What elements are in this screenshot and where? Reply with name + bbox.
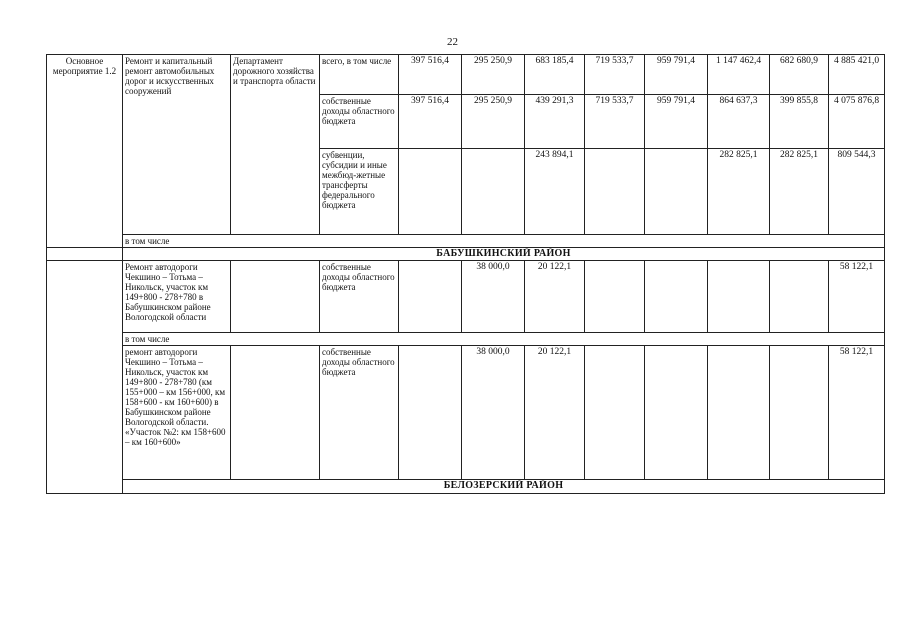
table-row: [47, 333, 885, 346]
page-number: 22: [447, 36, 458, 48]
value-cell: 282 825,1: [708, 149, 770, 235]
value-cell: 683 185,4: [525, 55, 585, 95]
value-cell: 295 250,9: [462, 55, 525, 95]
value-cell: [645, 346, 708, 480]
value-cell: [645, 261, 708, 333]
table-row: [47, 480, 885, 494]
event-code: Основное мероприятие 1.2: [47, 55, 123, 248]
value-cell: 1 147 462,4: [708, 55, 770, 95]
table-row: [47, 346, 885, 480]
funding-source: собственные доходы областного бюджета: [320, 346, 399, 480]
value-cell: 282 825,1: [770, 149, 829, 235]
district-heading: БЕЛОЗЕРСКИЙ РАЙОН: [123, 480, 885, 494]
value-cell: 4 885 421,0: [829, 55, 885, 95]
value-cell: 959 791,4: [645, 95, 708, 149]
budget-table: [46, 54, 885, 494]
event-executor: Департамент дорожного хозяйства и транспорта области: [231, 55, 320, 235]
value-cell: [399, 149, 462, 235]
table-row: [47, 235, 885, 248]
value-cell: 38 000,0: [462, 261, 525, 333]
object-name: ремонт автодороги Чекшино – Тотьма – Никольск, участок км 149+800 - 278+780 (км 155+000 – км 156+000, км 158+600 - км 160+600) в Бабушкинском районе Вологодской области. «Участок №2: км 158+600 – км 160+600»: [123, 346, 231, 480]
value-cell: 397 516,4: [399, 95, 462, 149]
value-cell: [585, 261, 645, 333]
value-cell: 719 533,7: [585, 95, 645, 149]
value-cell: 809 544,3: [829, 149, 885, 235]
table-row: [47, 261, 885, 333]
funding-source: всего, в том числе: [320, 55, 399, 95]
value-cell: 58 122,1: [829, 346, 885, 480]
value-cell: [585, 149, 645, 235]
in-that-number-label: в том числе: [123, 333, 885, 346]
value-cell: 20 122,1: [525, 261, 585, 333]
funding-source: собственные доходы областного бюджета: [320, 95, 399, 149]
table-row: [47, 248, 885, 261]
funding-source: субвенции, субсидии и иные межбюд-жетные трансферты федерального бюджета: [320, 149, 399, 235]
empty-cell: [231, 261, 320, 333]
value-cell: 439 291,3: [525, 95, 585, 149]
in-that-number-label: в том числе: [123, 235, 885, 248]
value-cell: [399, 261, 462, 333]
value-cell: 243 894,1: [525, 149, 585, 235]
table-row: [47, 55, 885, 95]
value-cell: [708, 346, 770, 480]
value-cell: 295 250,9: [462, 95, 525, 149]
empty-cell: [47, 261, 123, 494]
value-cell: [645, 149, 708, 235]
value-cell: [585, 346, 645, 480]
value-cell: 38 000,0: [462, 346, 525, 480]
empty-cell: [231, 346, 320, 480]
empty-cell: [47, 248, 123, 261]
value-cell: 20 122,1: [525, 346, 585, 480]
value-cell: 719 533,7: [585, 55, 645, 95]
value-cell: [399, 346, 462, 480]
value-cell: 399 855,8: [770, 95, 829, 149]
value-cell: 682 680,9: [770, 55, 829, 95]
value-cell: 58 122,1: [829, 261, 885, 333]
value-cell: 4 075 876,8: [829, 95, 885, 149]
funding-source: собственные доходы областного бюджета: [320, 261, 399, 333]
value-cell: 864 637,3: [708, 95, 770, 149]
value-cell: [770, 261, 829, 333]
value-cell: [770, 346, 829, 480]
value-cell: 959 791,4: [645, 55, 708, 95]
event-name: Ремонт и капитальный ремонт автомобильных дорог и искусственных сооружений: [123, 55, 231, 235]
object-name: Ремонт автодороги Чекшино – Тотьма – Никольск, участок км 149+800 - 278+780 в Бабушкинском районе Вологодской области: [123, 261, 231, 333]
value-cell: [462, 149, 525, 235]
value-cell: 397 516,4: [399, 55, 462, 95]
value-cell: [708, 261, 770, 333]
district-heading: БАБУШКИНСКИЙ РАЙОН: [123, 248, 885, 261]
